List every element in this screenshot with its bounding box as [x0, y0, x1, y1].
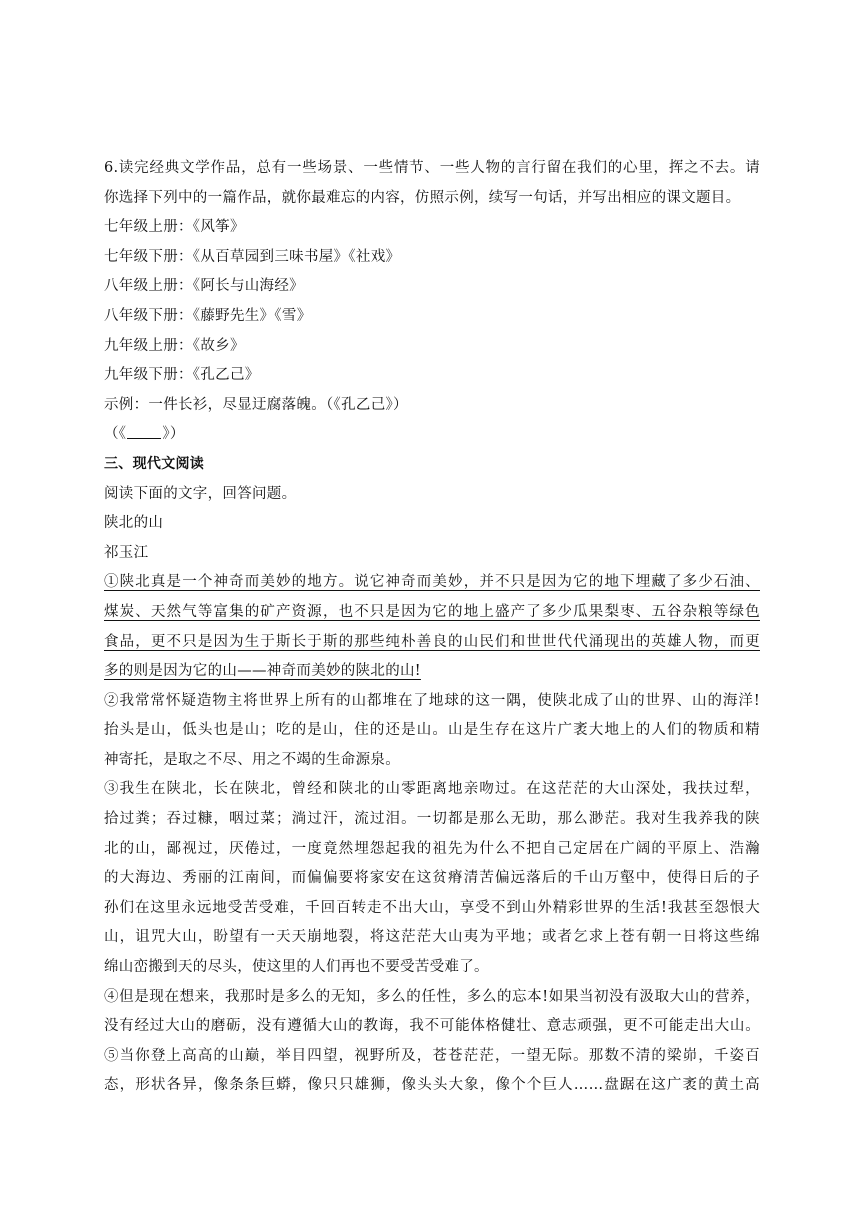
- paragraph-line: 态，形状各异，像条条巨蟒，像只只雄狮，像头头大象，像个个巨人……盘踞在这广袤的黄土高: [104, 1077, 760, 1094]
- book-list-item: 七年级下册：《从百草园到三味书屋》《社戏》: [104, 248, 401, 265]
- book-list-item: 八年级下册：《藤野先生》《雪》: [104, 307, 312, 324]
- document-page: [104, 154, 760, 1101]
- paragraph-1: [104, 568, 760, 686]
- paragraph-line: ④但是现在想来，我那时是多么的无知，多么的任性，多么的忘本!如果当初没有汲取大山的营养，: [104, 988, 760, 1005]
- paragraph-line: 食品，更不只是因为生于斯长于斯的那些纯朴善良的山民们和世世代代涌现出的英雄人物，而更: [104, 633, 760, 650]
- paragraph-line: 绵山峦搬到天的尽头，使这里的人们再也不要受苦受难了。: [104, 959, 489, 976]
- answer-close: 》）: [162, 426, 185, 443]
- paragraph-line: 拾过粪；吞过糠，咽过菜；淌过汗，流过泪。一切都是那么无助，那么渺茫。我对生我养我的陕: [104, 811, 760, 828]
- book-list-item: 九年级上册：《故乡》: [104, 337, 245, 354]
- paragraph-line: 北的山，鄙视过，厌倦过，一度竟然埋怨起我的祖先为什么不把自己定居在广阔的平原上、浩瀚: [104, 840, 760, 857]
- article-author: 祁玉江: [104, 544, 149, 561]
- paragraph-line: ③我生在陕北，长在陕北，曾经和陕北的山零距离地亲吻过。在这茫茫的大山深处，我扶过犁，: [104, 781, 760, 798]
- example-answer: 示例：一件长衫，尽显迂腐落魄。（《孔乙己》）: [104, 396, 408, 413]
- paragraph-line: 山，诅咒大山，盼望有一天天崩地裂，将这茫茫大山夷为平地；或者乞求上苍有朝一日将这些绵: [104, 929, 760, 946]
- paragraph-line: ①陕北真是一个神奇而美妙的地方。说它神奇而美妙，并不只是因为它的地下埋藏了多少石油、: [104, 574, 760, 591]
- book-list-item: 七年级上册：《风筝》: [104, 219, 245, 236]
- answer-open: （《: [104, 426, 127, 443]
- paragraph-line: 抬头是山，低头也是山；吃的是山，住的还是山。山是生存在这片广袤大地上的人们的物质和精: [104, 722, 760, 739]
- paragraph-line: 多的则是因为它的山——神奇而美妙的陕北的山!: [104, 663, 421, 680]
- paragraph-line: ②我常常怀疑造物主将世界上所有的山都堆在了地球的这一隅，使陕北成了山的世界、山的海洋!: [104, 692, 760, 709]
- paragraph-3: [104, 775, 760, 982]
- paragraph-4: [104, 983, 760, 1042]
- paragraph-line: 神寄托，是取之不尽、用之不竭的生命源泉。: [104, 751, 400, 768]
- paragraph-line: 煤炭、天然气等富集的矿产资源，也不只是因为它的地上盛产了多少瓜果梨枣、五谷杂粮等绿色: [104, 603, 760, 620]
- article-title: 陕北的山: [104, 515, 164, 532]
- question-6: [104, 154, 760, 450]
- paragraph-line: 没有经过大山的磨砺，没有遵循大山的教诲，我不可能体格健壮、意志顽强，更不可能走出大山。: [104, 1018, 760, 1035]
- paragraph-line: 孙们在这里永远地受苦受难，千回百转走不出大山，享受不到山外精彩世界的生活!我甚至怨恨大: [104, 899, 760, 916]
- paragraph-2: [104, 687, 760, 776]
- paragraph-line: ⑤当你登上高高的山巅，举目四望，视野所及，苍苍茫茫，一望无际。那数不清的梁峁，千姿百: [104, 1047, 760, 1064]
- section-heading: 三、现代文阅读: [104, 455, 205, 472]
- answer-blank[interactable]: [127, 424, 161, 439]
- answer-line: [104, 420, 760, 450]
- section-3: [104, 450, 760, 1101]
- question-6-prompt-line-1: 6.读完经典文学作品，总有一些场景、一些情节、一些人物的言行留在我们的心里，挥之不去。请: [104, 160, 760, 176]
- question-6-prompt-line-2: 你选择下列中的一篇作品，就你最难忘的内容，仿照示例，续写一句话，并写出相应的课文题目。: [104, 189, 741, 206]
- book-list-item: 八年级上册：《阿长与山海经》: [104, 278, 304, 295]
- paragraph-5: [104, 1042, 760, 1101]
- paragraph-line: 的大海边、秀丽的江南间，而偏偏要将家安在这贫瘠清苦偏远落后的千山万壑中，使得日后的子: [104, 870, 760, 887]
- reading-instruction: 阅读下面的文字，回答问题。: [104, 485, 297, 502]
- book-list-item: 九年级下册：《孔乙己》: [104, 367, 260, 384]
